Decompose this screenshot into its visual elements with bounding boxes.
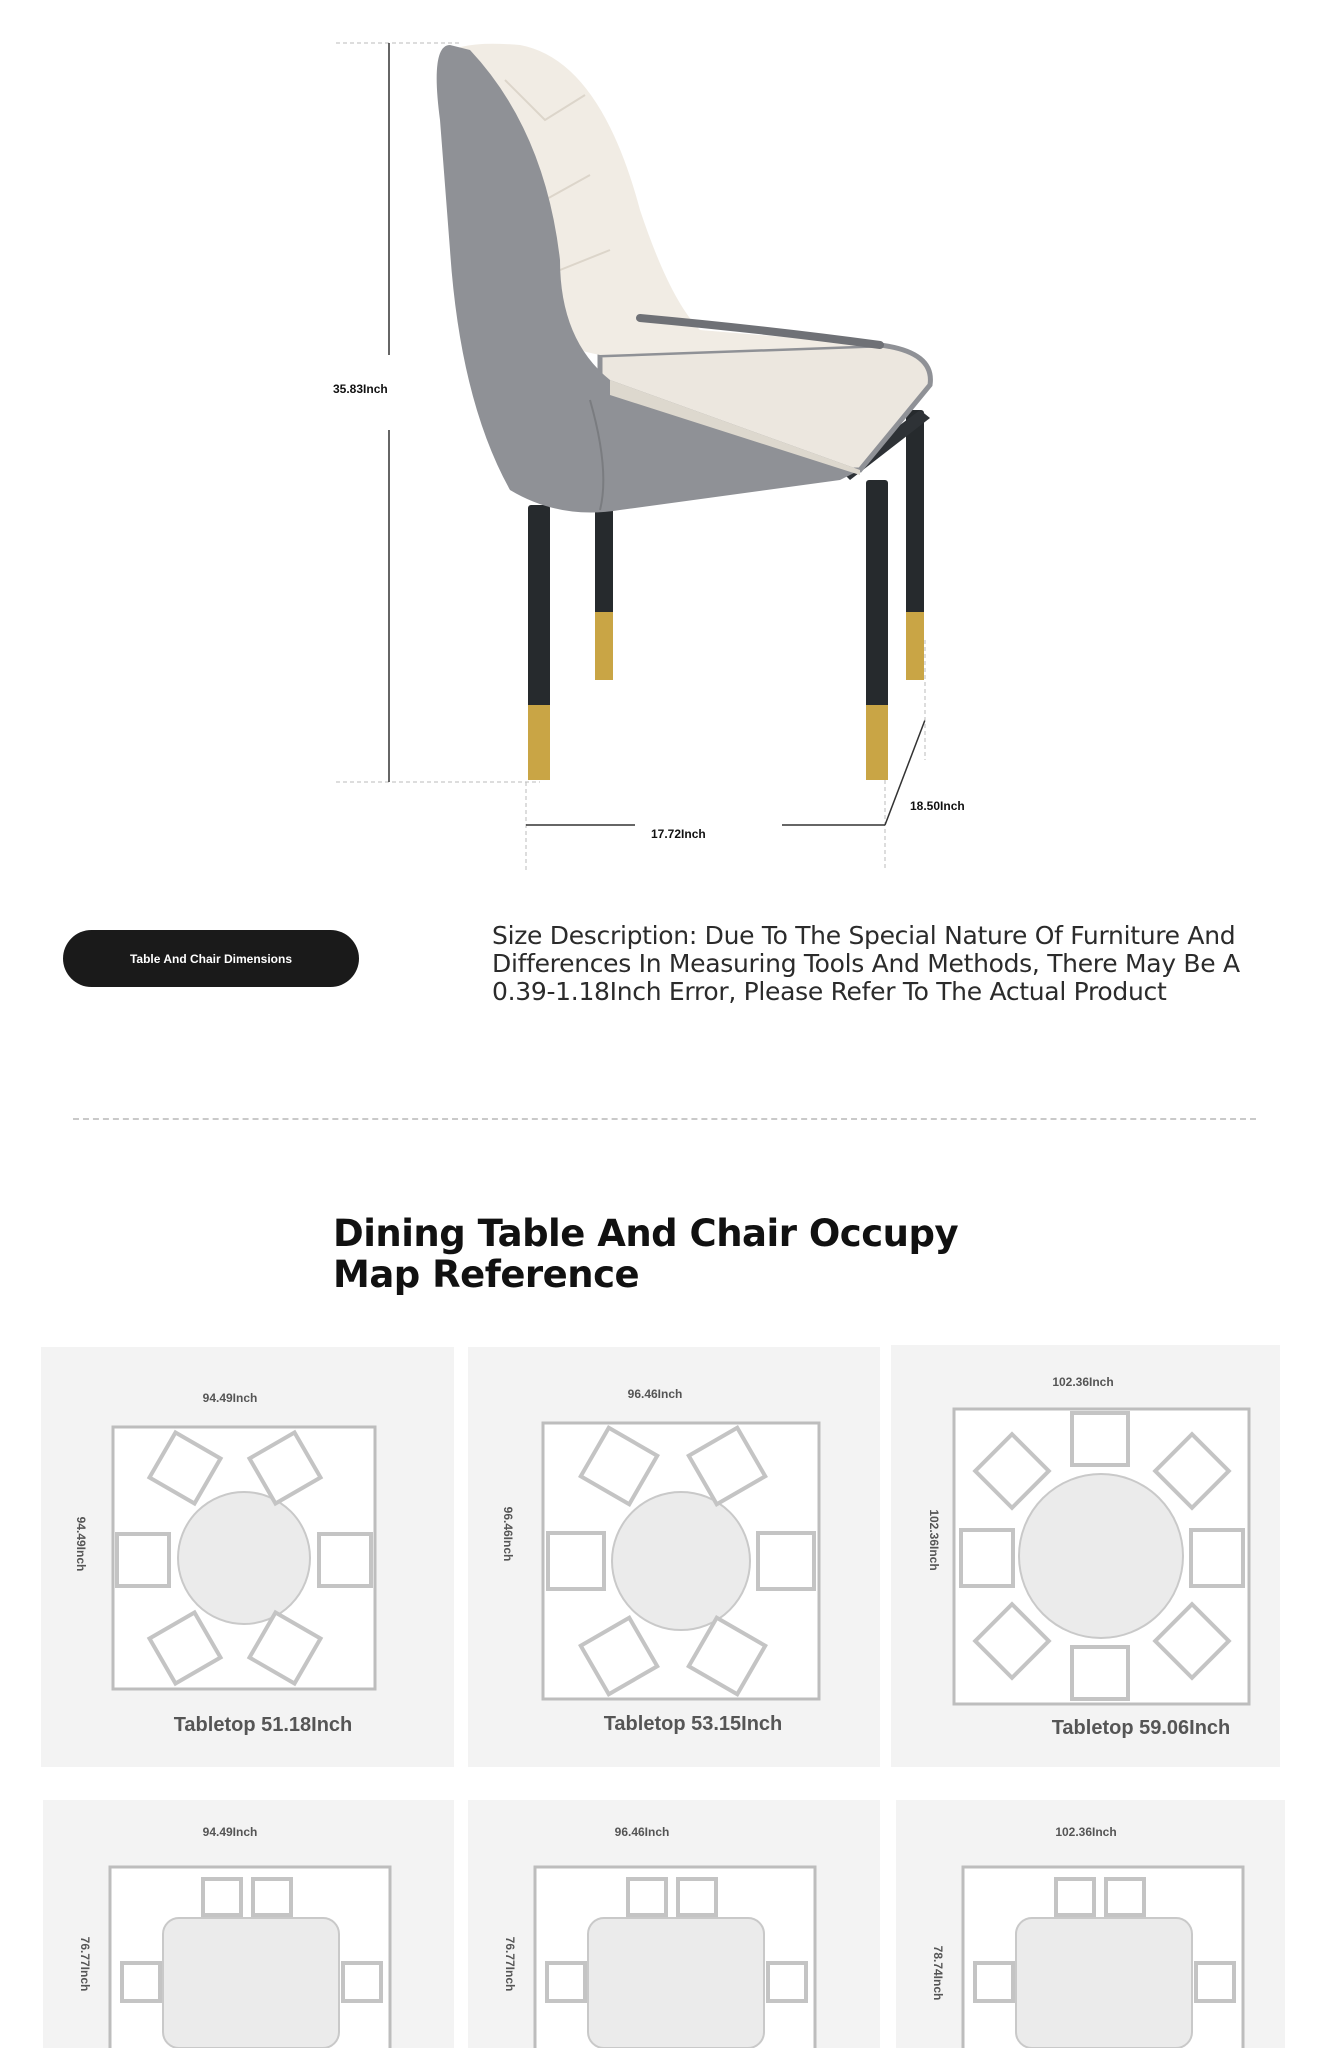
layout-height-label: 76.77Inch xyxy=(503,1936,517,1992)
chair-dimension-figure xyxy=(0,0,1322,880)
tabletop-size-caption: Tabletop 53.15Inch xyxy=(603,1713,783,1735)
round-table-layout-diagram xyxy=(41,1347,454,1767)
round-map-card xyxy=(468,1347,880,1767)
height-dimension-label: 35.83Inch xyxy=(333,382,388,396)
depth-dimension-label: 18.50Inch xyxy=(910,799,965,813)
section-title: Dining Table And Chair Occupy Map Reference xyxy=(333,1212,959,1296)
round-map-card xyxy=(41,1347,454,1767)
layout-width-label: 94.49Inch xyxy=(202,1825,258,1839)
rect-map-card xyxy=(43,1800,454,2048)
layout-width-label: 102.36Inch xyxy=(1052,1375,1114,1389)
layout-height-label: 96.46Inch xyxy=(501,1506,515,1562)
layout-width-label: 102.36Inch xyxy=(1055,1825,1117,1839)
size-description: Size Description: Due To The Special Nature Of Furniture And Differences In Measuring Tools And Methods, There May Be A 0.39-1.18Inch Error, Please Refer To The Actual Product xyxy=(492,921,1240,1006)
button-label: Table And Chair Dimensions xyxy=(129,951,293,966)
table-and-chair-dimensions-button[interactable] xyxy=(63,930,359,987)
layout-width-label: 96.46Inch xyxy=(627,1387,683,1401)
chair-illustration xyxy=(0,0,1322,880)
layout-height-label: 78.74Inch xyxy=(931,1945,945,2001)
width-dimension-label: 17.72Inch xyxy=(651,827,706,841)
layout-height-label: 94.49Inch xyxy=(74,1516,88,1572)
round-table-layout-diagram xyxy=(468,1347,880,1767)
round-map-card xyxy=(891,1345,1280,1767)
layout-height-label: 76.77Inch xyxy=(78,1936,92,1992)
layout-width-label: 96.46Inch xyxy=(614,1825,670,1839)
layout-height-label: 102.36Inch xyxy=(927,1509,941,1571)
round-table-layout-diagram xyxy=(891,1345,1280,1767)
tabletop-size-caption: Tabletop 51.18Inch xyxy=(173,1714,353,1736)
tabletop-size-caption: Tabletop 59.06Inch xyxy=(1051,1717,1231,1739)
rect-map-card xyxy=(468,1800,880,2048)
layout-width-label: 94.49Inch xyxy=(202,1391,258,1405)
rect-map-card xyxy=(896,1800,1285,2048)
section-divider xyxy=(73,1118,1256,1120)
